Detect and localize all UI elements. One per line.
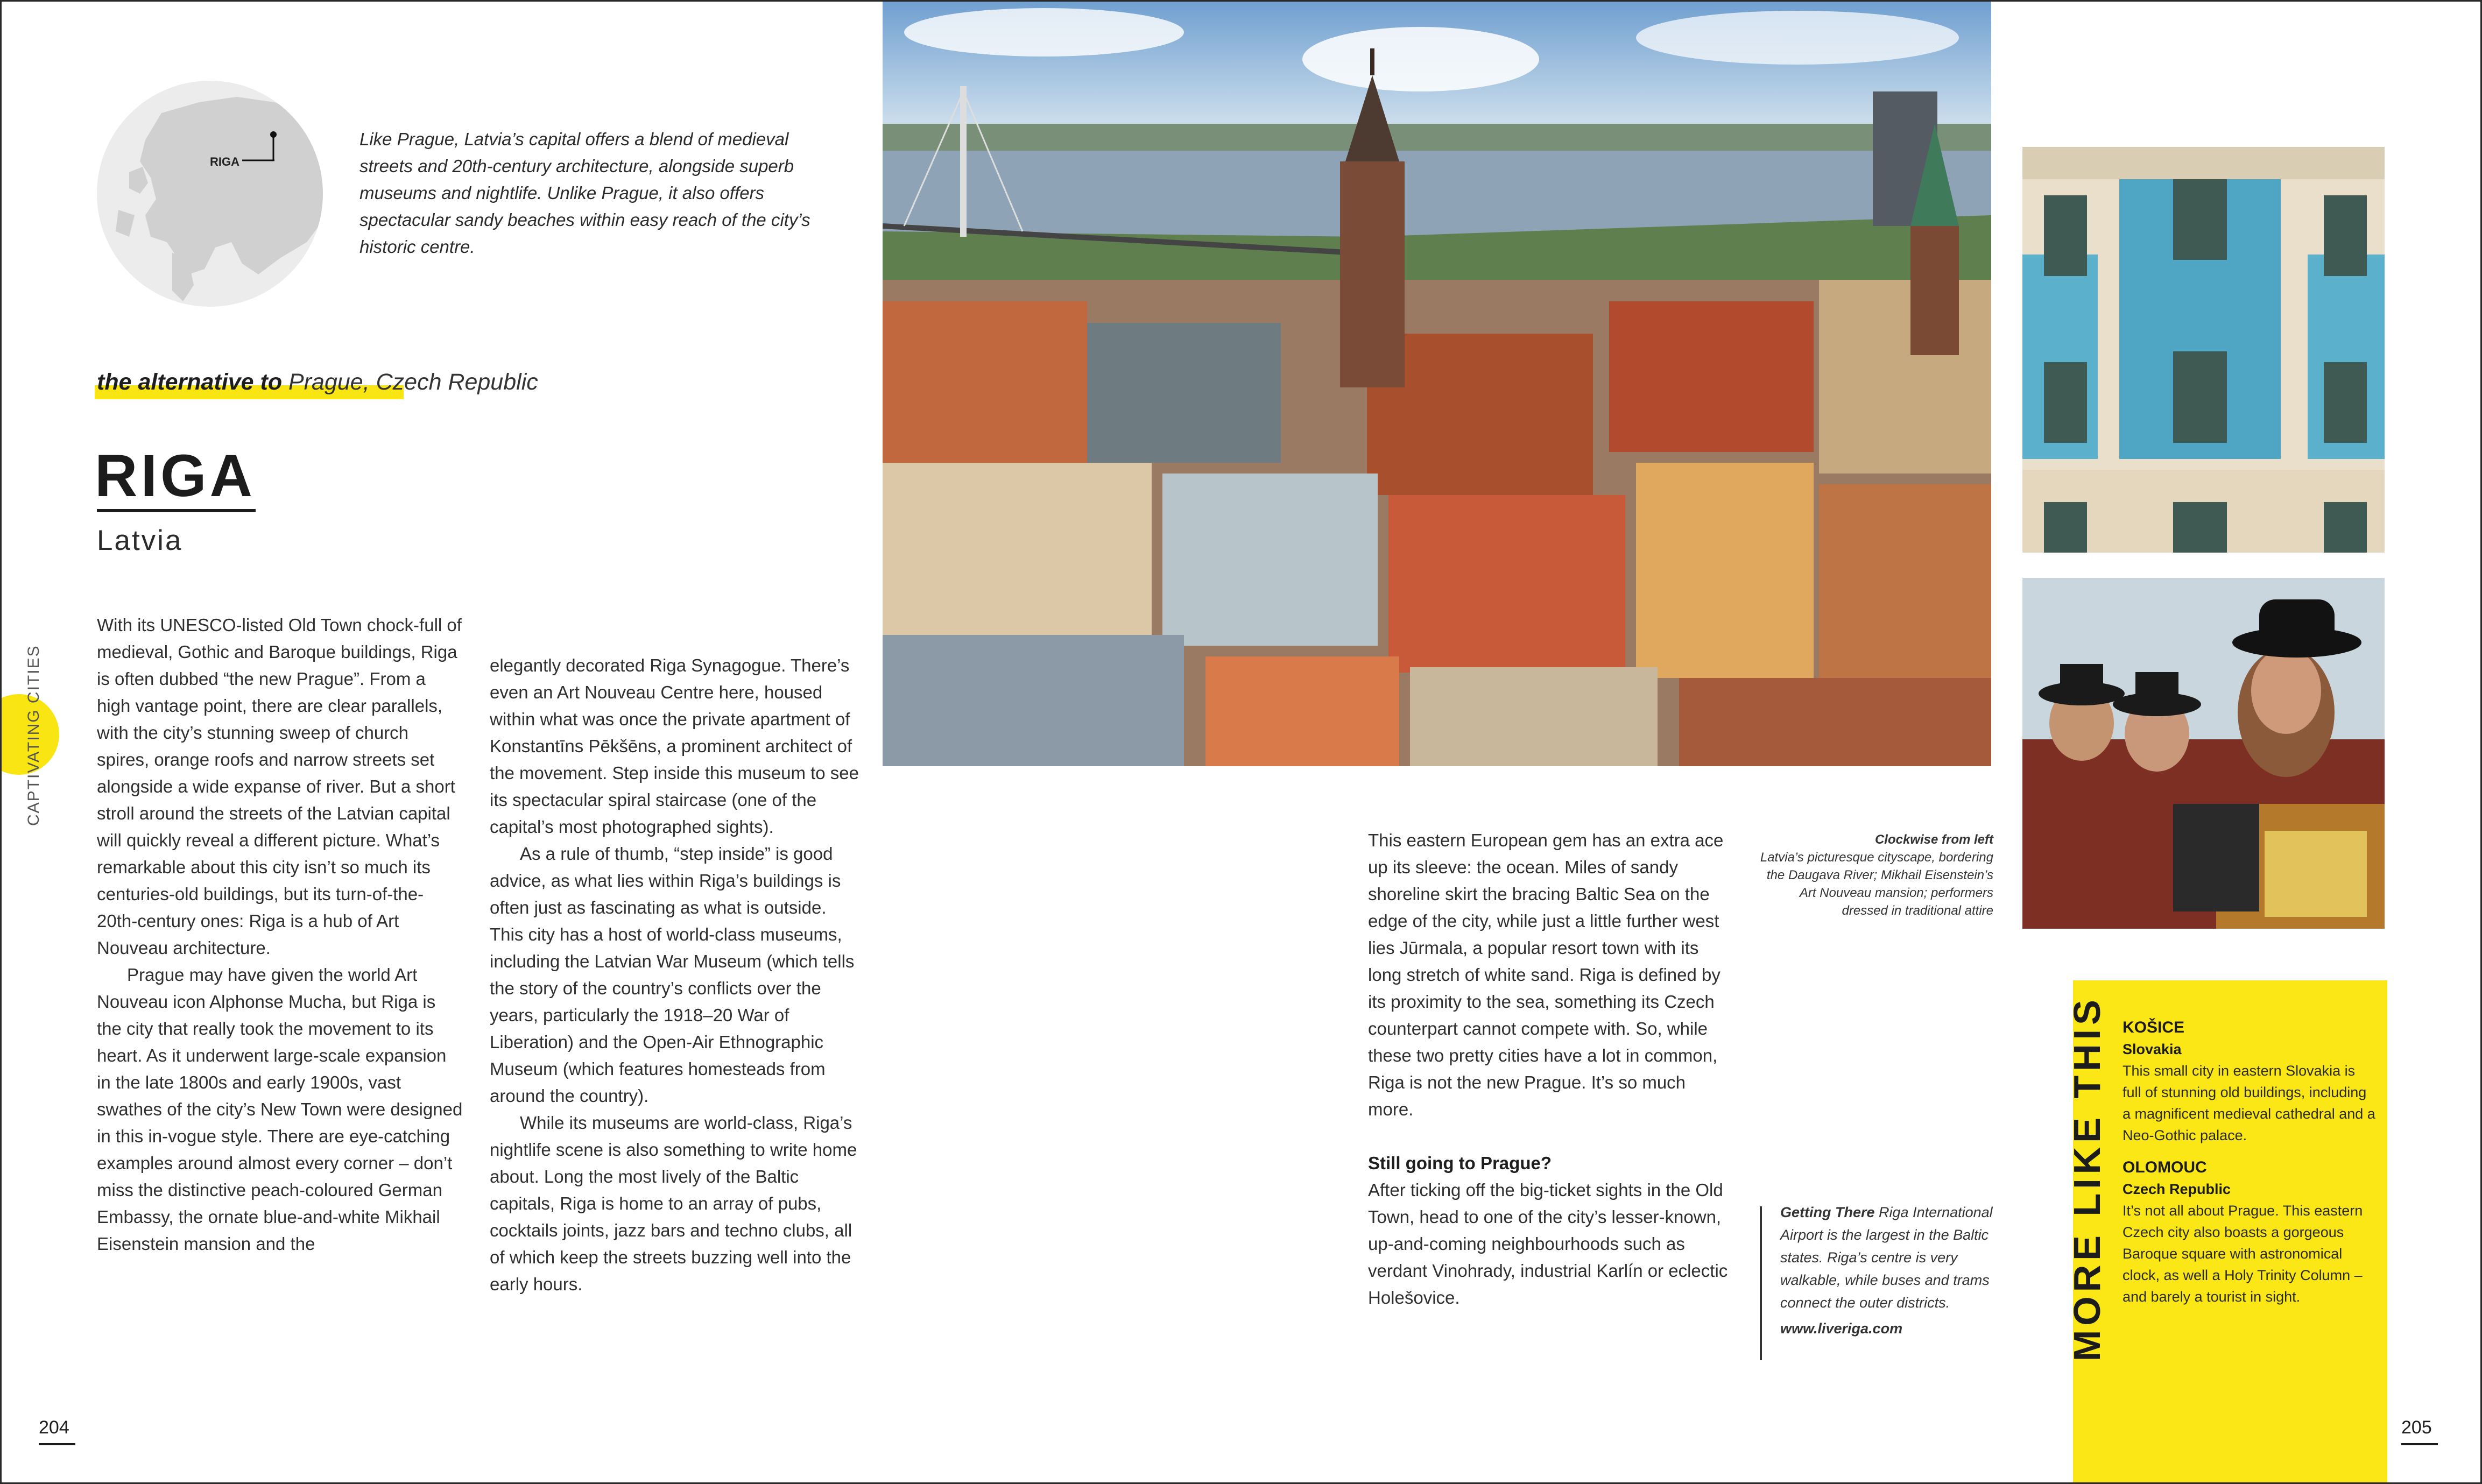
art-nouveau-facade-photo bbox=[2022, 147, 2385, 553]
intro-paragraph: Like Prague, Latvia’s capital offers a blend of medieval streets and 20th-century architecture, alongside superb museums and nightlife. Unlike Prague, it also offers spectacular sandy beaches within easy reach of the city’s historic centre. bbox=[359, 129, 810, 257]
body-paragraph: elegantly decorated Riga Synagogue. There’s even an Art Nouveau Centre here, housed within what was once the private apartment of Konstantīns Pēkšēns, a prominent architect of the movement. Step inside this museum to see its spectacular spiral staircase (one of the capital’s most photographed sights). bbox=[490, 655, 859, 837]
more-item-desc: It’s not all about Prague. This eastern Czech city also boasts a gorgeous Baroque square with astronomical clock, as well a Holy Trinity Column – and barely a tourist in sight. bbox=[2123, 1203, 2363, 1305]
still-going-subhead: Still going to Prague? bbox=[1368, 1153, 1552, 1173]
page-number-left-rule bbox=[39, 1443, 75, 1445]
country-subtitle: Latvia bbox=[97, 525, 183, 556]
more-item-city: OLOMOUC bbox=[2123, 1158, 2207, 1176]
page-number-left: 204 bbox=[39, 1417, 69, 1438]
getting-there-link[interactable]: www.liveriga.com bbox=[1780, 1320, 1903, 1337]
more-item-country: Czech Republic bbox=[2123, 1181, 2231, 1197]
alternative-target: Prague, Czech Republic bbox=[288, 369, 538, 395]
page-number-right-rule bbox=[2401, 1443, 2438, 1445]
body-paragraph: As a rule of thumb, “step inside” is good advice, as what lies within Riga’s buildings is often just as fascinating as what is outside. This city has a host of world-class museums, including the Latvian War Museum (which tells the story of the country’s conflicts over the years, particularly the 1918–20 War of Liberation) and the Open-Air Ethnographic Museum (which features homesteads from around the country). bbox=[490, 844, 855, 1106]
body-column-3 bbox=[1368, 827, 1734, 1311]
performers-photo bbox=[2022, 578, 2385, 929]
body-column-1 bbox=[97, 612, 463, 1257]
body-paragraph: With its UNESCO-listed Old Town chock-full of medieval, Gothic and Baroque buildings, Riga is often dubbed “the new Prague”. From a high vantage point, there are clear parallels, with the city’s stunning sweep of church spires, orange roofs and narrow streets set alongside a wide expanse of river. But a short stroll around the streets of the Latvian capital will quickly reveal a different picture. What’s remarkable about this city isn’t so much its centuries-old buildings, but its turn-of-the-20th-century ones: Riga is a hub of Art Nouveau architecture. bbox=[97, 615, 462, 958]
map-city-label: RIGA bbox=[210, 155, 239, 168]
photo-caption bbox=[1760, 831, 1993, 920]
getting-there-rule bbox=[1760, 1206, 1762, 1360]
more-item bbox=[2123, 1157, 2375, 1308]
alternative-to-line bbox=[97, 366, 538, 398]
body-paragraph: While its museums are world-class, Riga’s nightlife scene is also something to write home about. Long the most lively of the Baltic capitals, Riga is home to an array of pubs, cocktails joints, jazz bars and techno clubs, all of which keep the streets buzzing well into the early hours. bbox=[490, 1113, 857, 1294]
caption-text: Latvia’s picturesque cityscape, bordering the Daugava River; Mikhail Eisenstein’s Art Nouveau mansion; performers dressed in traditional attire bbox=[1760, 850, 1993, 918]
getting-there-text: Riga International Airport is the largest in the Baltic states. Riga’s centre is very walkable, while buses and trams connect the outer districts. bbox=[1780, 1204, 1993, 1311]
more-item-city: KOŠICE bbox=[2123, 1019, 2185, 1036]
section-tab-label: CAPTIVATING CITIES bbox=[25, 645, 43, 826]
page-number-right: 205 bbox=[2401, 1417, 2432, 1438]
more-item bbox=[2123, 1017, 2375, 1146]
more-like-this-list bbox=[2123, 1017, 2375, 1318]
body-paragraph: This eastern European gem has an extra ace up its sleeve: the ocean. Miles of sandy shoreline skirt the bracing Baltic Sea on the edge of the city, while just a little further west lies Jūrmala, a popular resort town with its long stretch of white sand. Riga is defined by its proximity to the sea, something its Czech counterpart cannot compete with. So, while these two pretty cities have a lot in common, Riga is not the new Prague. It’s so much more. bbox=[1368, 830, 1724, 1119]
page-title: RIGA bbox=[95, 443, 256, 509]
more-item-country: Slovakia bbox=[2123, 1041, 2182, 1057]
riga-locator-map bbox=[97, 81, 323, 307]
getting-there-box bbox=[1780, 1201, 2001, 1340]
body-paragraph: Prague may have given the world Art Nouveau icon Alphonse Mucha, but Riga is the city that really took the movement to its heart. As it underwent large-scale expansion in the late 1800s and early 1900s, vast swathes of the city’s New Town were designed in this in-vogue style. There are eye-catching examples around almost every corner – don’t miss the distinctive peach-coloured German Embassy, the ornate blue-and-white Mikhail Eisenstein mansion and the bbox=[97, 965, 463, 1254]
body-paragraph: After ticking off the big-ticket sights in the Old Town, head to one of the city’s lesser-known, up-and-coming neighbourhoods such as verdant Vinohrady, industrial Karlín or eclectic Holešovice. bbox=[1368, 1180, 1728, 1308]
getting-there-lead: Getting There bbox=[1780, 1204, 1875, 1220]
caption-lead: Clockwise from left bbox=[1874, 832, 1993, 847]
more-item-desc: This small city in eastern Slovakia is full of stunning old buildings, including a magnificent medieval cathedral and a Neo-Gothic palace. bbox=[2123, 1063, 2375, 1143]
title-underline bbox=[97, 509, 256, 512]
alternative-lead: the alternative to bbox=[97, 369, 283, 395]
body-column-2 bbox=[490, 652, 861, 1298]
riga-cityscape-photo bbox=[883, 0, 1991, 766]
more-like-this-title: MORE LIKE THIS bbox=[2066, 995, 2108, 1361]
